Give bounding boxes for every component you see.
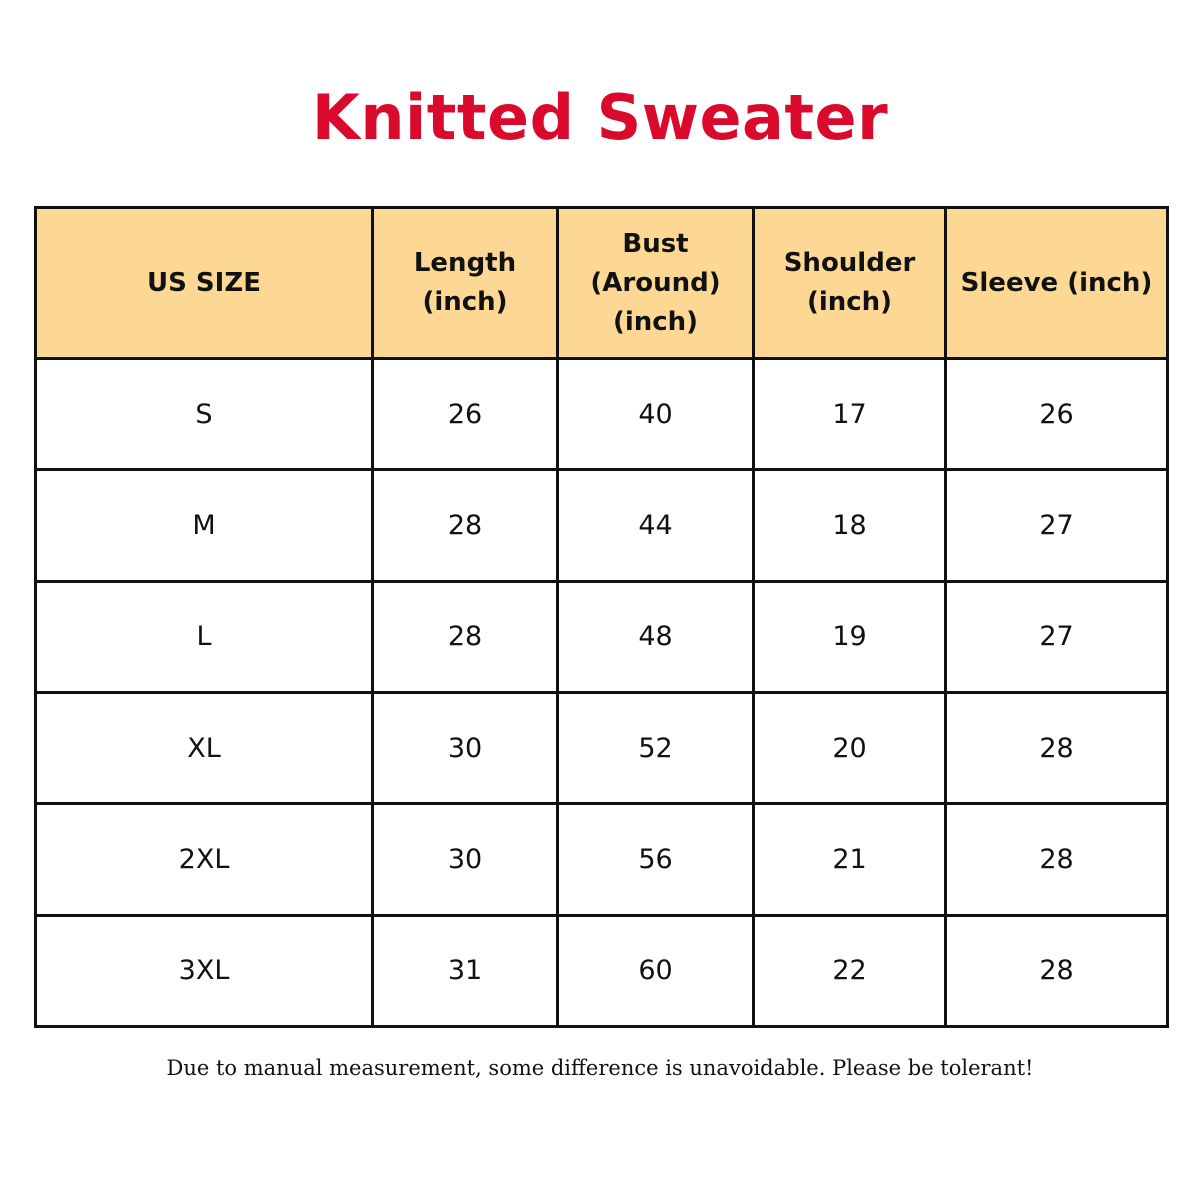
table-body [36,359,1168,1027]
cell-size: L [36,581,373,692]
table-row [36,470,1168,581]
cell-bust: 44 [558,470,754,581]
cell-size: S [36,359,373,470]
cell-length: 31 [373,915,558,1026]
cell-sleeve: 27 [946,581,1168,692]
table-header [36,208,1168,359]
cell-size: XL [36,692,373,803]
cell-sleeve: 28 [946,804,1168,915]
cell-length: 30 [373,804,558,915]
cell-size: 3XL [36,915,373,1026]
cell-sleeve: 26 [946,359,1168,470]
header-length: Length (inch) [373,208,558,359]
table-row [36,915,1168,1026]
table-row [36,804,1168,915]
cell-bust: 48 [558,581,754,692]
header-shoulder: Shoulder (inch) [754,208,946,359]
size-chart-table [34,206,1169,1028]
cell-bust: 40 [558,359,754,470]
cell-size: 2XL [36,804,373,915]
header-sleeve: Sleeve (inch) [946,208,1168,359]
cell-sleeve: 27 [946,470,1168,581]
cell-shoulder: 20 [754,692,946,803]
cell-bust: 60 [558,915,754,1026]
cell-bust: 52 [558,692,754,803]
table-row [36,581,1168,692]
cell-shoulder: 18 [754,470,946,581]
cell-length: 28 [373,581,558,692]
cell-size: M [36,470,373,581]
table-row [36,692,1168,803]
cell-length: 30 [373,692,558,803]
cell-shoulder: 22 [754,915,946,1026]
cell-sleeve: 28 [946,915,1168,1026]
cell-sleeve: 28 [946,692,1168,803]
cell-shoulder: 17 [754,359,946,470]
header-row [36,208,1168,359]
measurement-note: Due to manual measurement, some difference is unavoidable. Please be tolerant! [166,1056,1034,1080]
header-us-size: US SIZE [36,208,373,359]
cell-shoulder: 19 [754,581,946,692]
cell-shoulder: 21 [754,804,946,915]
cell-length: 26 [373,359,558,470]
cell-length: 28 [373,470,558,581]
header-bust: Bust (Around) (inch) [558,208,754,359]
page-title: Knitted Sweater [311,81,889,154]
cell-bust: 56 [558,804,754,915]
table-row [36,359,1168,470]
